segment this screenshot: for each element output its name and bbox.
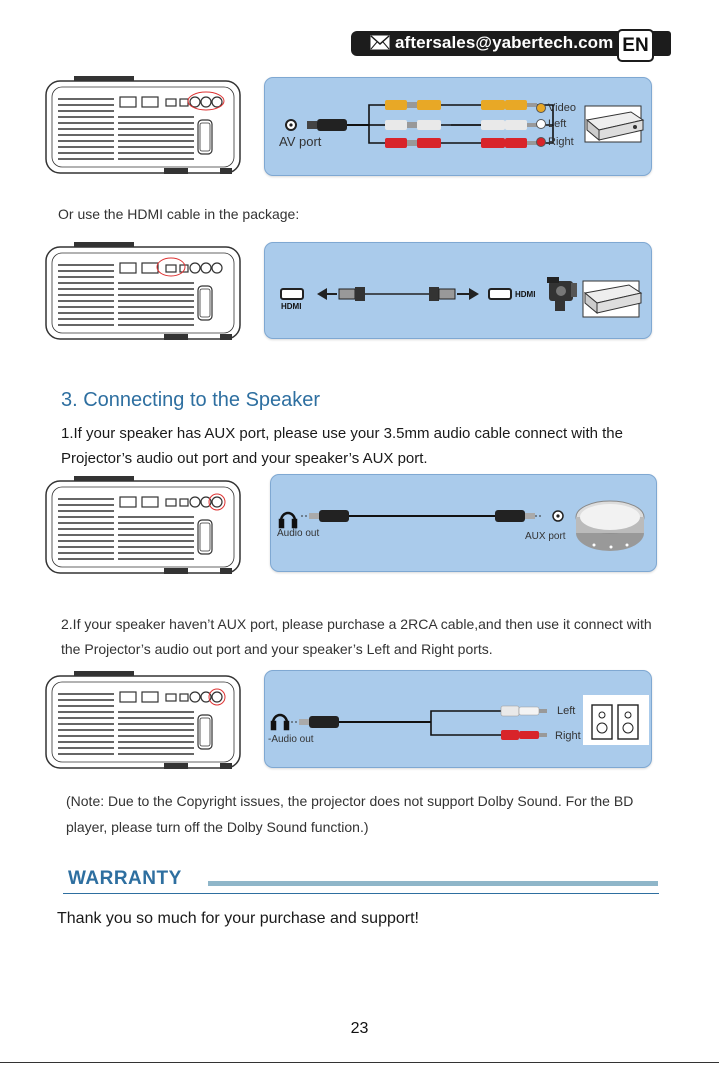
rca-cable-diagram (265, 671, 651, 767)
page-number: 23 (350, 1020, 369, 1037)
camcorder-icon (547, 277, 577, 311)
headphone-icon (280, 513, 296, 527)
aux-connection-panel (270, 474, 657, 572)
av-connection-panel (264, 77, 652, 176)
av-port-label: AV port (279, 134, 322, 149)
audio-out-label: -Audio out (268, 734, 314, 745)
right-label: Right (555, 730, 581, 742)
speaker-step1-text: 1.If your speaker has AUX port, please use your 3.5mm audio cable connect with the Projector’s audio out port and your speaker’s AUX port. (61, 425, 623, 467)
left-label: Left (548, 118, 567, 130)
warranty-title: WARRANTY (68, 868, 182, 889)
speaker-step2-text: 2.If your speaker haven’t AUX port, please purchase a 2RCA cable,and then use it connect with the Projector’s audio out port and your speaker’s Left and Right ports. (61, 616, 652, 657)
envelope-icon (370, 35, 390, 50)
bookshelf-speakers-icon (583, 695, 649, 745)
speaker-icon (576, 501, 644, 551)
video-label: Video (548, 102, 576, 114)
projector-back-icon (44, 670, 244, 775)
rca-connection-panel (264, 670, 652, 768)
projector-back-icon (44, 475, 244, 580)
left-label: Left (557, 705, 576, 717)
headphone-icon (272, 715, 288, 729)
warranty-divider-bar (208, 881, 658, 886)
projector-back-icon (44, 75, 244, 180)
email-address[interactable]: aftersales@yabertech.com (395, 33, 614, 52)
warranty-underline (63, 893, 659, 894)
footer-rule (0, 1062, 719, 1063)
dolby-note-text: (Note: Due to the Copyright issues, the projector does not support Dolby Sound. For the BD player, please turn off the Dolby Sound function.) (66, 793, 634, 835)
hdmi-intro-text: Or use the HDMI cable in the package: (58, 206, 300, 222)
warranty-thanks-text: Thank you so much for your purchase and support! (57, 910, 419, 927)
hdmi-left-label: HDMI (281, 302, 302, 311)
aux-port-label: AUX port (525, 531, 566, 542)
projector-back-icon (44, 241, 244, 346)
dvd-player-icon (583, 281, 641, 317)
av-cable-diagram (265, 78, 651, 175)
dvd-player-icon (585, 106, 643, 142)
right-label: Right (548, 136, 574, 148)
aux-cable-diagram (271, 475, 656, 571)
hdmi-cable-diagram (265, 243, 651, 338)
audio-out-label: Audio out (277, 528, 320, 539)
language-badge: EN (617, 29, 654, 62)
speaker-section-title: 3. Connecting to the Speaker (61, 389, 321, 411)
hdmi-connection-panel (264, 242, 652, 339)
hdmi-right-label: HDMI (515, 290, 536, 299)
